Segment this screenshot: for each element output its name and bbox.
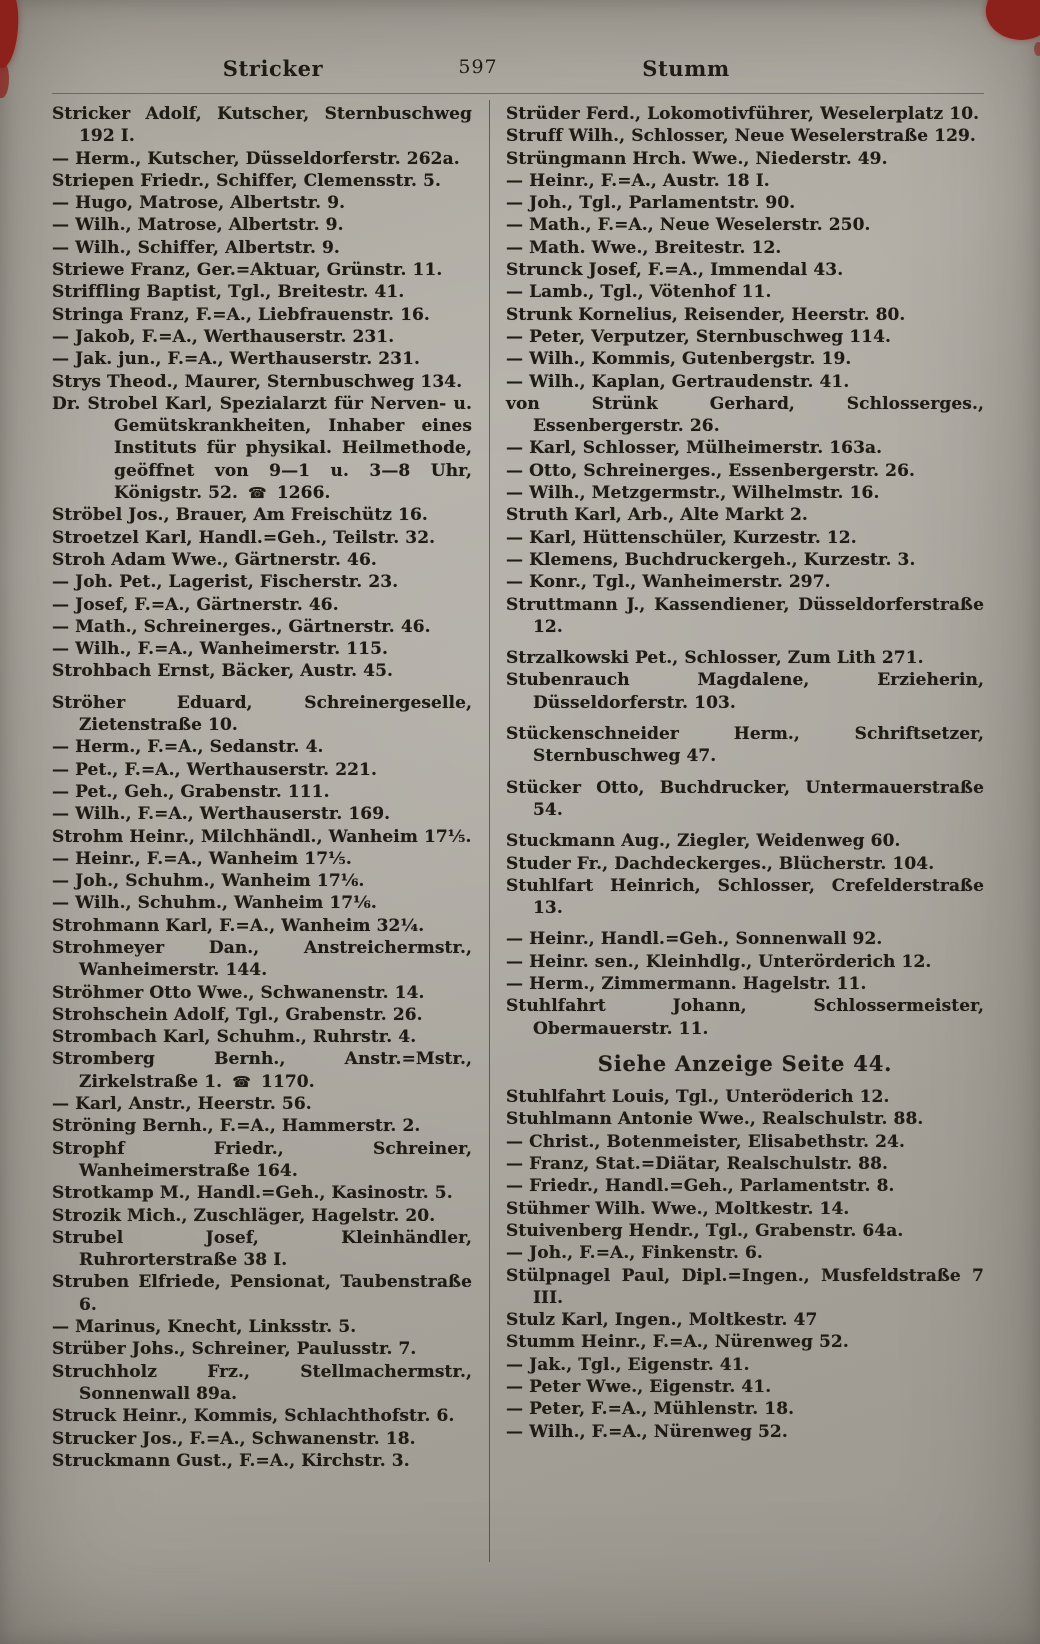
directory-entry: — Karl, Schlosser, Mülheimerstr. 163a. — [506, 438, 883, 459]
directory-entry: Struchholz Frz., Stellmachermstr., Sonnenwall 89a. — [52, 1361, 472, 1404]
directory-entry: Strunck Josef, F.=A., Immendal 43. — [506, 260, 844, 281]
column-divider — [489, 100, 490, 1562]
directory-entry: — Wilh., Metzgermstr., Wilhelmstr. 16. — [506, 483, 880, 504]
page-header — [0, 56, 1040, 86]
directory-entry: Stühmer Wilh. Wwe., Moltkestr. 14. — [506, 1198, 850, 1219]
directory-entry: — Heinr. sen., Kleinhdlg., Unterörderich 12. — [506, 951, 932, 972]
directory-entry: — Franz, Stat.=Diätar, Realschulstr. 88. — [506, 1154, 889, 1175]
directory-entry: Stromberg Bernh., Anstr.=Mstr., Zirkelstraße 1. ☎ 1170. — [52, 1049, 472, 1092]
directory-entry: Strubel Josef, Kleinhändler, Ruhrorterstraße 38 I. — [52, 1227, 472, 1271]
directory-entry: Stuhlmann Antonie Wwe., Realschulstr. 88. — [506, 1109, 924, 1130]
directory-entry: Strohbach Ernst, Bäcker, Austr. 45. — [52, 661, 394, 682]
directory-entry: — Math. Wwe., Breitestr. 12. — [506, 237, 782, 258]
header-keyword-right: Stumm — [642, 56, 730, 81]
directory-entry: Strohmann Karl, F.=A., Wanheim 32¼. — [52, 915, 425, 936]
directory-entry: — Josef, F.=A., Gärtnerstr. 46. — [52, 594, 339, 615]
directory-entry: — Wilh., Kaplan, Gertraudenstr. 41. — [506, 371, 850, 392]
directory-entry: — Hugo, Matrose, Albertstr. 9. — [52, 193, 346, 214]
directory-entry: — Joh., Schuhm., Wanheim 17⅙. — [52, 871, 365, 892]
directory-entry: Strüber Johs., Schreiner, Paulusstr. 7. — [52, 1339, 417, 1360]
directory-entry: — Karl, Hüttenschüler, Kurzestr. 12. — [506, 527, 857, 548]
telephone-icon: ☎ — [248, 484, 267, 503]
directory-entry: — Christ., Botenmeister, Elisabethstr. 24. — [506, 1131, 906, 1152]
directory-entry-advert: Dr. Strobel Karl, Spezialarzt für Nerven- u. Gemütskrankheiten, Inhaber eines Instituts für physikal. Heilmethode, geöffnet von 9—1 u. 3—8 Uhr, Königstr. 52. ☎ 1266. — [52, 393, 472, 504]
directory-entry: — Wilh., F.=A., Wanheimerstr. 115. — [52, 639, 389, 660]
telephone-icon: ☎ — [232, 1072, 251, 1091]
directory-entry: Strombach Karl, Schuhm., Ruhrstr. 4. — [52, 1027, 417, 1048]
page-number: 597 — [458, 56, 498, 78]
directory-entry: — Jak., Tgl., Eigenstr. 41. — [506, 1354, 750, 1375]
directory-entry: — Joh., F.=A., Finkenstr. 6. — [506, 1243, 763, 1264]
directory-entry: Stuhlfart Heinrich, Schlosser, Crefelderstraße 13. — [506, 875, 984, 919]
directory-entry: Strohm Heinr., Milchhändl., Wanheim 17⅕. — [52, 826, 472, 847]
directory-entry: Struff Wilh., Schlosser, Neue Weselerstraße 129. — [506, 126, 976, 147]
directory-entry: Strozik Mich., Zuschläger, Hagelstr. 20. — [52, 1205, 436, 1226]
directory-entry: Struckmann Gust., F.=A., Kirchstr. 3. — [52, 1450, 410, 1471]
directory-entry: Stricker Adolf, Kutscher, Sternbuschweg 192 I. — [52, 104, 472, 147]
directory-entry: Stulz Karl, Ingen., Moltkestr. 47 — [506, 1310, 818, 1331]
directory-entry: — Lamb., Tgl., Vötenhof 11. — [506, 282, 772, 303]
directory-entry: Ströbel Jos., Brauer, Am Freischütz 16. — [52, 505, 428, 526]
directory-entry: — Otto, Schreinerges., Essenbergerstr. 26. — [506, 460, 916, 481]
directory-entry: Striffling Baptist, Tgl., Breitestr. 41. — [52, 282, 405, 303]
directory-entry: von Strünk Gerhard, Schlosserges., Essenbergerstr. 26. — [506, 393, 984, 437]
directory-entry: Strohschein Adolf, Tgl., Grabenstr. 26. — [52, 1004, 423, 1025]
directory-entry: — Konr., Tgl., Wanheimerstr. 297. — [506, 572, 831, 593]
directory-entry: — Peter Wwe., Eigenstr. 41. — [506, 1377, 772, 1398]
directory-entry: Ströher Eduard, Schreinergeselle, Zietenstraße 10. — [52, 692, 472, 736]
directory-entry: — Peter, Verputzer, Sternbuschweg 114. — [506, 326, 892, 347]
directory-entry: — Wilh., Schiffer, Albertstr. 9. — [52, 237, 340, 258]
header-rule — [52, 93, 984, 94]
left-column — [52, 103, 472, 1472]
directory-entry: — Herm., Zimmermann. Hagelstr. 11. — [506, 973, 867, 994]
right-column — [506, 103, 984, 1443]
red-edge-stain — [980, 0, 1040, 47]
directory-entry: — Wilh., Schuhm., Wanheim 17⅙. — [52, 893, 377, 914]
directory-entry: Stücker Otto, Buchdrucker, Untermauerstraße 54. — [506, 777, 984, 820]
directory-entry: Struttmann J., Kassendiener, Düsseldorferstraße 12. — [506, 594, 984, 637]
directory-entry: — Joh., Tgl., Parlamentstr. 90. — [506, 193, 796, 214]
directory-entry: — Math., Schreinerges., Gärtnerstr. 46. — [52, 616, 431, 637]
directory-entry: Stroh Adam Wwe., Gärtnerstr. 46. — [52, 549, 377, 570]
directory-entry: Stringa Franz, F.=A., Liebfrauenstr. 16. — [52, 304, 430, 325]
directory-entry: Ströhmer Otto Wwe., Schwanenstr. 14. — [52, 982, 425, 1003]
directory-entry: Stuivenberg Hendr., Tgl., Grabenstr. 64a. — [506, 1220, 904, 1241]
directory-entry: Striewe Franz, Ger.=Aktuar, Grünstr. 11. — [52, 260, 443, 281]
directory-entry: Strzalkowski Pet., Schlosser, Zum Lith 271. — [506, 648, 924, 669]
directory-entry: Stückenschneider Herm., Schriftsetzer, Sternbuschweg 47. — [506, 724, 984, 767]
directory-entry: Strüder Ferd., Lokomotivführer, Weselerplatz 10. — [506, 104, 980, 124]
directory-entry: Strotkamp M., Handl.=Geh., Kasinostr. 5. — [52, 1183, 453, 1204]
directory-entry: Stuckmann Aug., Ziegler, Weidenweg 60. — [506, 831, 901, 852]
header-keyword-left: Stricker — [222, 56, 324, 81]
advert-notice: Siehe Anzeige Seite 44. — [597, 1050, 893, 1076]
directory-entry: Strophf Friedr., Schreiner, Wanheimerstraße 164. — [52, 1138, 472, 1181]
directory-entry: — Friedr., Handl.=Geh., Parlamentstr. 8. — [506, 1176, 895, 1197]
directory-entry: — Math., F.=A., Neue Weselerstr. 250. — [506, 215, 871, 236]
directory-entry: Striepen Friedr., Schiffer, Clemensstr. 5. — [52, 170, 441, 191]
directory-entry: Stülpnagel Paul, Dipl.=Ingen., Musfeldstraße 7 III. — [506, 1265, 984, 1308]
directory-entry: Struben Elfriede, Pensionat, Taubenstraße 6. — [52, 1272, 472, 1315]
directory-entry: — Pet., Geh., Grabenstr. 111. — [52, 781, 330, 802]
directory-entry: Struth Karl, Arb., Alte Markt 2. — [506, 505, 808, 526]
directory-entry: — Marinus, Knecht, Linksstr. 5. — [52, 1317, 357, 1338]
directory-entry: Strucker Jos., F.=A., Schwanenstr. 18. — [52, 1428, 416, 1449]
directory-entry: Stroetzel Karl, Handl.=Geh., Teilstr. 32. — [52, 527, 436, 548]
directory-entry: — Wilh., Kommis, Gutenbergstr. 19. — [506, 349, 852, 370]
directory-entry: — Herm., F.=A., Sedanstr. 4. — [52, 737, 324, 758]
directory-entry: Studer Fr., Dachdeckerges., Blücherstr. 104. — [506, 853, 935, 874]
directory-entry: — Heinr., F.=A., Austr. 18 I. — [506, 170, 770, 191]
directory-entry: — Joh. Pet., Lagerist, Fischerstr. 23. — [52, 572, 399, 593]
directory-entry: Strunk Kornelius, Reisender, Heerstr. 80. — [506, 304, 906, 325]
directory-entry: Stumm Heinr., F.=A., Nürenweg 52. — [506, 1332, 849, 1353]
directory-entry: — Wilh., F.=A., Werthauserstr. 169. — [52, 804, 391, 825]
directory-entry: Strüngmann Hrch. Wwe., Niederstr. 49. — [506, 148, 888, 169]
directory-entry: — Wilh., F.=A., Nürenweg 52. — [506, 1421, 788, 1442]
directory-entry: — Heinr., F.=A., Wanheim 17⅕. — [52, 848, 352, 869]
directory-entry: Stuhlfahrt Johann, Schlossermeister, Obermauerstr. 11. — [506, 996, 984, 1039]
directory-entry: Struck Heinr., Kommis, Schlachthofstr. 6. — [52, 1406, 455, 1427]
directory-entry: — Wilh., Matrose, Albertstr. 9. — [52, 215, 344, 236]
directory-entry: Strys Theod., Maurer, Sternbuschweg 134. — [52, 371, 463, 392]
directory-entry: — Klemens, Buchdruckergeh., Kurzestr. 3. — [506, 549, 916, 570]
directory-entry: — Pet., F.=A., Werthauserstr. 221. — [52, 759, 378, 780]
directory-entry: — Jak. jun., F.=A., Werthauserstr. 231. — [52, 349, 421, 370]
directory-entry: Stuhlfahrt Louis, Tgl., Unteröderich 12. — [506, 1087, 890, 1108]
directory-entry: — Karl, Anstr., Heerstr. 56. — [52, 1094, 312, 1115]
directory-entry: — Heinr., Handl.=Geh., Sonnenwall 92. — [506, 929, 883, 950]
red-edge-stain — [1034, 42, 1040, 56]
directory-entry: — Jakob, F.=A., Werthauserstr. 231. — [52, 326, 395, 347]
directory-entry: — Peter, F.=A., Mühlenstr. 18. — [506, 1399, 795, 1420]
directory-entry: Strohmeyer Dan., Anstreichermstr., Wanheimerstr. 144. — [52, 937, 472, 981]
directory-entry: Ströning Bernh., F.=A., Hammerstr. 2. — [52, 1116, 421, 1137]
directory-entry: Stubenrauch Magdalene, Erzieherin, Düsseldorferstr. 103. — [506, 670, 984, 713]
directory-entry: — Herm., Kutscher, Düsseldorferstr. 262a. — [52, 148, 460, 169]
